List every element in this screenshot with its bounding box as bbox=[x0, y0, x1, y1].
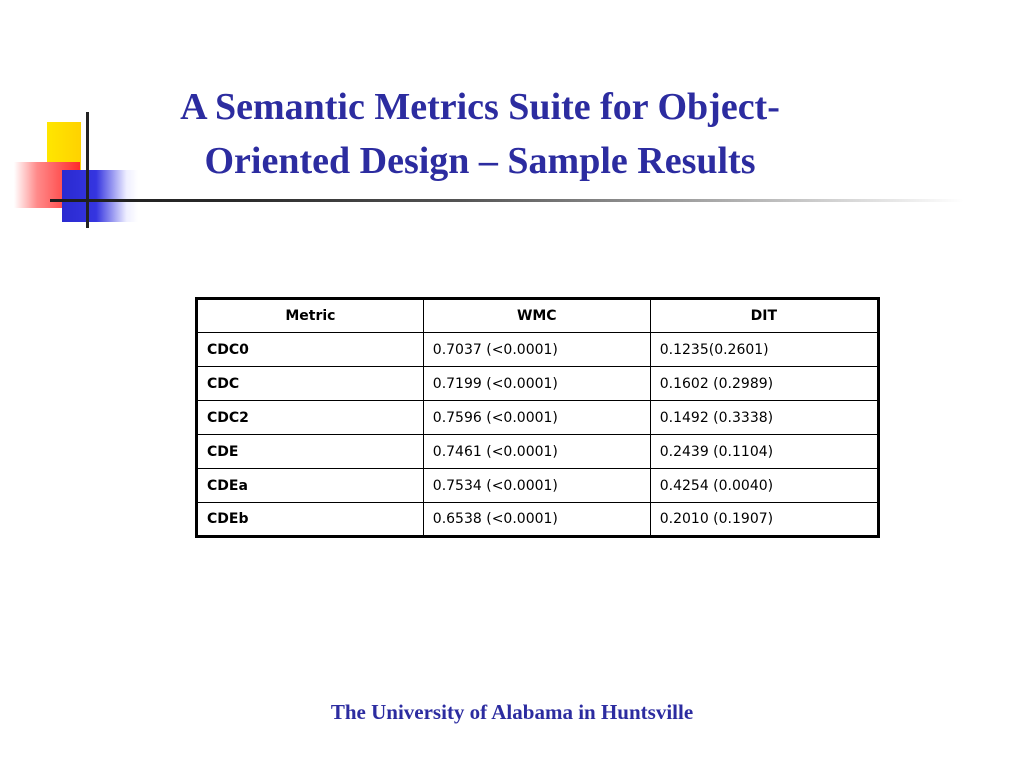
slide-title bbox=[120, 80, 840, 188]
metric-cell: CDEb bbox=[197, 503, 424, 537]
header-dit: DIT bbox=[650, 299, 878, 333]
header-wmc: WMC bbox=[423, 299, 650, 333]
dit-cell: 0.1492 (0.3338) bbox=[650, 401, 878, 435]
title-underline bbox=[50, 199, 964, 202]
dit-cell: 0.1602 (0.2989) bbox=[650, 367, 878, 401]
footer-institution: The University of Alabama in Huntsville bbox=[330, 700, 694, 724]
table-row bbox=[197, 435, 879, 469]
metric-cell: CDC0 bbox=[197, 333, 424, 367]
table-row bbox=[197, 469, 879, 503]
dit-cell: 0.2439 (0.1104) bbox=[650, 435, 878, 469]
metric-cell: CDC2 bbox=[197, 401, 424, 435]
table-row bbox=[197, 333, 879, 367]
slide-title-line-2: Oriented Design – Sample Results bbox=[204, 140, 756, 182]
results-table bbox=[195, 297, 880, 538]
table-row bbox=[197, 367, 879, 401]
wmc-cell: 0.7596 (<0.0001) bbox=[423, 401, 650, 435]
header-metric: Metric bbox=[197, 299, 424, 333]
metric-cell: CDC bbox=[197, 367, 424, 401]
wmc-cell: 0.6538 (<0.0001) bbox=[423, 503, 650, 537]
wmc-cell: 0.7199 (<0.0001) bbox=[423, 367, 650, 401]
slide-title-line-1: A Semantic Metrics Suite for Object- bbox=[180, 86, 780, 128]
metric-cell: CDE bbox=[197, 435, 424, 469]
wmc-cell: 0.7534 (<0.0001) bbox=[423, 469, 650, 503]
table-header-row bbox=[197, 299, 879, 333]
wmc-cell: 0.7461 (<0.0001) bbox=[423, 435, 650, 469]
metric-cell: CDEa bbox=[197, 469, 424, 503]
logo-vertical-line bbox=[86, 112, 89, 228]
table-row bbox=[197, 401, 879, 435]
dit-cell: 0.2010 (0.1907) bbox=[650, 503, 878, 537]
wmc-cell: 0.7037 (<0.0001) bbox=[423, 333, 650, 367]
dit-cell: 0.4254 (0.0040) bbox=[650, 469, 878, 503]
dit-cell: 0.1235(0.2601) bbox=[650, 333, 878, 367]
table-row bbox=[197, 503, 879, 537]
